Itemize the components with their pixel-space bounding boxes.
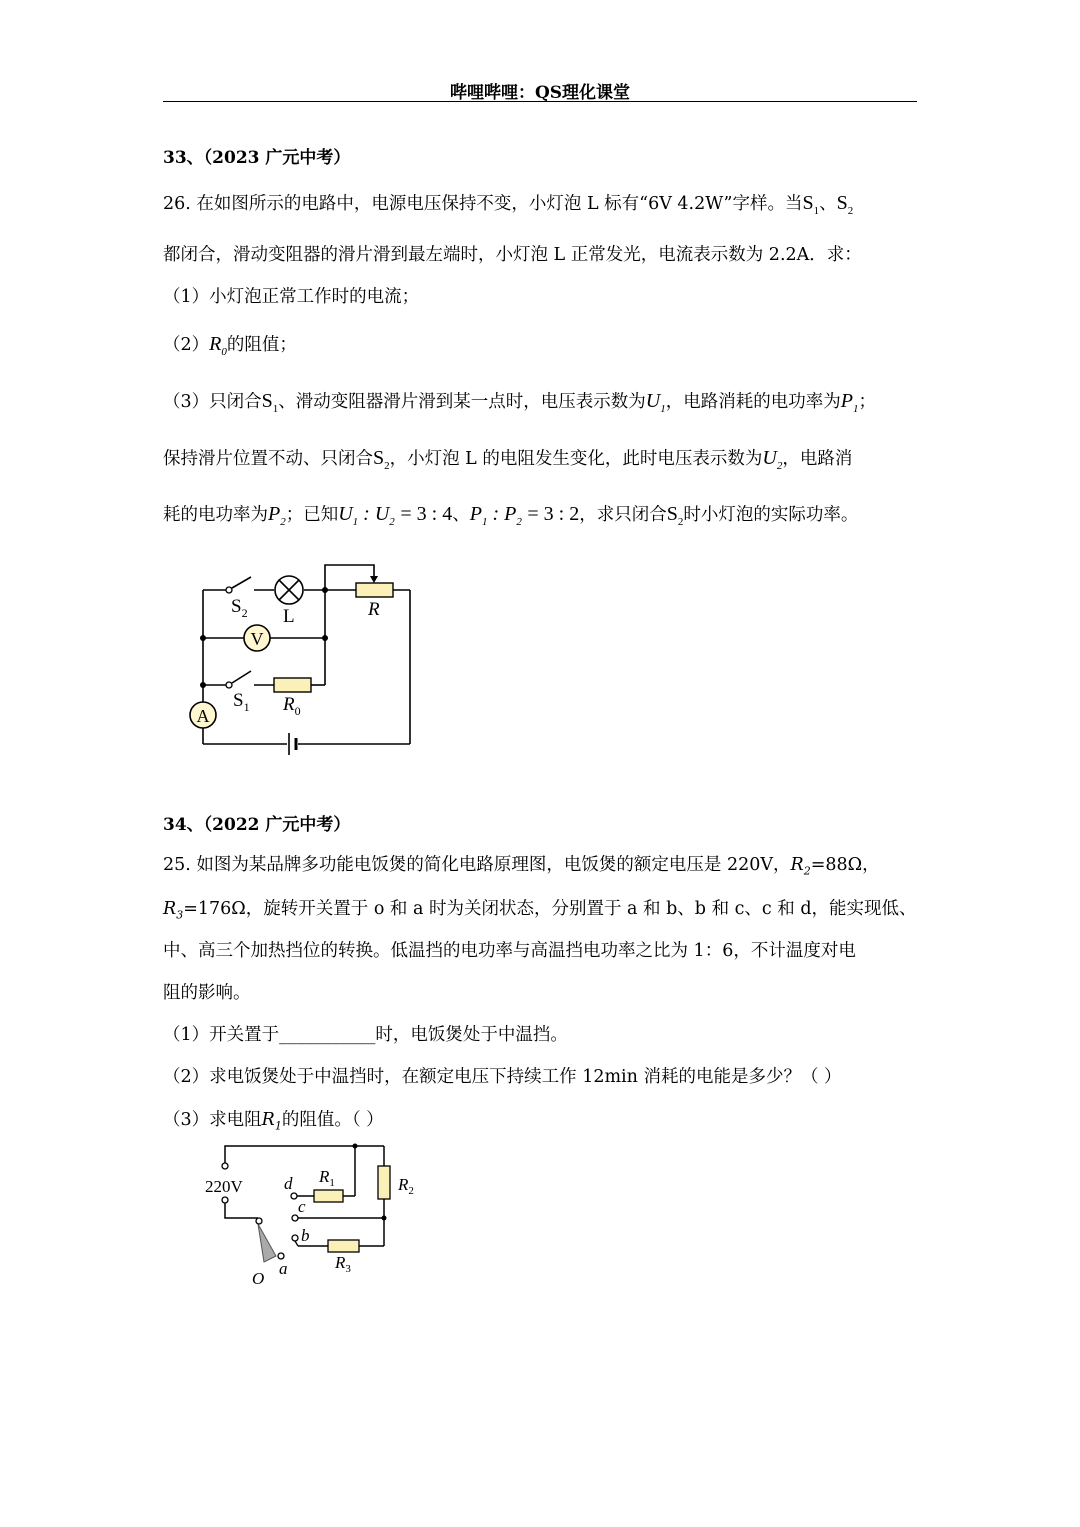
p-ratio: $P_1$ : $P_2$ bbox=[469, 503, 522, 528]
u1-symbol: $U_1$ bbox=[645, 390, 666, 415]
r3-symbol: $R_3$ bbox=[163, 899, 184, 922]
voltmeter-label: V bbox=[250, 629, 264, 649]
u2-symbol: $U_2$ bbox=[762, 447, 783, 472]
q34-line3: 中、高三个加热挡位的转换。低温挡的电功率与高温挡电功率之比为 1：6，不计温度对电 bbox=[163, 941, 856, 961]
q34-heading: 34、（2022 广元中考） bbox=[163, 815, 351, 835]
resistor-r2 bbox=[378, 1166, 390, 1199]
label-r: R bbox=[368, 599, 380, 620]
label-r2: $R_2$ bbox=[398, 1175, 414, 1197]
label-c: c bbox=[298, 1197, 306, 1216]
label-l: L bbox=[283, 606, 295, 627]
q34-item1: （1）开关置于___________时，电饭煲处于中温挡。 bbox=[163, 1025, 568, 1045]
junction-dot bbox=[353, 1144, 358, 1149]
label-r0: $R_0$ bbox=[283, 694, 301, 718]
label-r3: $R_3$ bbox=[335, 1253, 351, 1275]
ammeter-label: A bbox=[196, 706, 210, 726]
q33-heading: 33、（2023 广元中考） bbox=[163, 148, 351, 168]
r1-symbol: $R_1$ bbox=[261, 1110, 282, 1133]
label-220v: 220V bbox=[205, 1177, 243, 1196]
label-b: b bbox=[301, 1226, 310, 1245]
q33-line4: 保持滑片位置不动、只闭合$S_2$，小灯泡 L 的电阻发生变化，此时电压表示数为$U_2$，电路消 bbox=[163, 447, 853, 472]
resistor-r3 bbox=[328, 1240, 359, 1252]
q33-line1-text: 26. 在如图所示的电路中，电源电压保持不变，小灯泡 L 标有“6V 4.2W”字样。当 bbox=[163, 194, 803, 214]
rotary-switch-icon bbox=[258, 1224, 276, 1262]
q33-sep: 、 bbox=[819, 194, 837, 214]
resistor-r1 bbox=[314, 1190, 343, 1202]
q33-item2: $(2)R_0$的阻值； bbox=[163, 333, 297, 358]
q34-line1: 25. 如图为某品牌多功能电饭煲的简化电路原理图，电饭煲的额定电压是 220V，$R_2=88\Omega$， bbox=[163, 855, 880, 878]
q34-line2: $R_3=176\Omega$，旋转开关置于 o 和 a 时为关闭状态，分别置于 a 和 b、b 和 c、c 和 d，能实现低、 bbox=[163, 899, 917, 922]
q33-line2: 都闭合，滑动变阻器的滑片滑到最左端时，小灯泡 L 正常发光，电流表示数为 2.2A．求： bbox=[163, 245, 862, 265]
q33-s1: $S_1$ bbox=[802, 192, 820, 217]
terminal-o bbox=[256, 1218, 262, 1224]
junction-dot bbox=[382, 1216, 387, 1221]
terminal-bottom bbox=[222, 1197, 228, 1203]
q34-item2: （2）求电饭煲处于中温挡时，在额定电压下持续工作 12min 消耗的电能是多少？（ ） bbox=[163, 1067, 842, 1087]
q34-line4: 阻的影响。 bbox=[163, 983, 251, 1003]
q33-item1: （1）小灯泡正常工作时的电流； bbox=[163, 287, 420, 307]
q33-s2: $S_2$ bbox=[836, 192, 854, 217]
label-o: O bbox=[252, 1269, 265, 1288]
q33-line5: 耗的电功率为$P_2$；已知$U_1$ : $U_2 = 3$ : 4、$P_1$ : $P_2 = 3$ : 2，求只闭合$S_2$时小灯泡的实际功率。 bbox=[163, 503, 859, 528]
r0-symbol: $R_0$ bbox=[209, 333, 227, 358]
terminal-top bbox=[222, 1163, 228, 1169]
q34-item3: （3）求电阻$R_1$的阻值。（ ） bbox=[163, 1110, 384, 1133]
u-ratio: $U_1$ : $U_2$ bbox=[338, 503, 395, 528]
label-d: d bbox=[284, 1174, 293, 1193]
r2-symbol: $R_2$ bbox=[790, 855, 811, 878]
label-s1: $S_1$ bbox=[233, 690, 250, 714]
terminal-b bbox=[292, 1235, 298, 1241]
q33-item3: （3）只闭合$S_1$、滑动变阻器滑片滑到某一点时，电压表示数为$U_1$，电路消耗的电功率为$P_1$； bbox=[163, 390, 876, 415]
label-s2: $S_2$ bbox=[231, 596, 248, 620]
label-a: a bbox=[279, 1259, 288, 1278]
page-header: 哔哩哔哩：QS理化课堂 bbox=[449, 83, 631, 103]
label-r1: $R_1$ bbox=[319, 1167, 335, 1189]
terminal-d bbox=[291, 1193, 297, 1199]
p1-symbol: $P_1$ bbox=[840, 390, 859, 415]
